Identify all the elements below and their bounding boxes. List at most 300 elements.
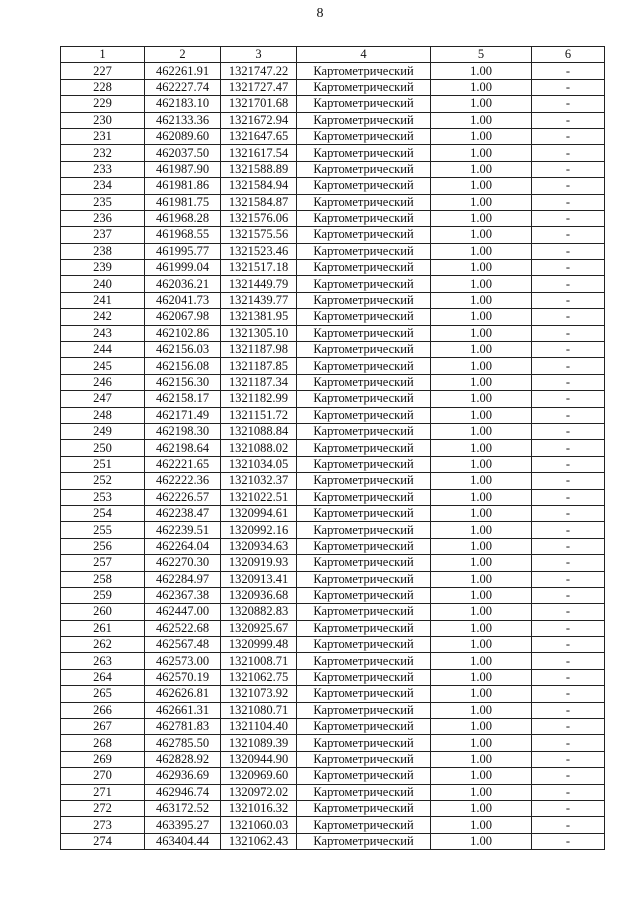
y-coordinate-cell: 1321584.94 bbox=[221, 178, 297, 194]
column-header: 4 bbox=[297, 47, 431, 63]
accuracy-cell: 1.00 bbox=[431, 178, 532, 194]
table-row bbox=[61, 587, 605, 603]
table-row bbox=[61, 735, 605, 751]
coordinates-table bbox=[60, 46, 605, 850]
accuracy-cell: 1.00 bbox=[431, 79, 532, 95]
y-coordinate-cell: 1320944.90 bbox=[221, 751, 297, 767]
note-cell: - bbox=[532, 768, 605, 784]
table-row bbox=[61, 768, 605, 784]
method-cell: Картометрический bbox=[297, 653, 431, 669]
point-number-cell: 238 bbox=[61, 243, 145, 259]
accuracy-cell: 1.00 bbox=[431, 555, 532, 571]
table-row bbox=[61, 292, 605, 308]
point-number-cell: 266 bbox=[61, 702, 145, 718]
x-coordinate-cell: 462171.49 bbox=[145, 407, 221, 423]
y-coordinate-cell: 1321523.46 bbox=[221, 243, 297, 259]
accuracy-cell: 1.00 bbox=[431, 571, 532, 587]
point-number-cell: 252 bbox=[61, 473, 145, 489]
y-coordinate-cell: 1321016.32 bbox=[221, 800, 297, 816]
method-cell: Картометрический bbox=[297, 161, 431, 177]
y-coordinate-cell: 1321062.75 bbox=[221, 669, 297, 685]
y-coordinate-cell: 1321088.84 bbox=[221, 423, 297, 439]
y-coordinate-cell: 1321517.18 bbox=[221, 260, 297, 276]
x-coordinate-cell: 462567.48 bbox=[145, 637, 221, 653]
table-row bbox=[61, 719, 605, 735]
x-coordinate-cell: 462067.98 bbox=[145, 309, 221, 325]
note-cell: - bbox=[532, 735, 605, 751]
method-cell: Картометрический bbox=[297, 751, 431, 767]
x-coordinate-cell: 463395.27 bbox=[145, 817, 221, 833]
note-cell: - bbox=[532, 669, 605, 685]
x-coordinate-cell: 462221.65 bbox=[145, 456, 221, 472]
table-row bbox=[61, 522, 605, 538]
point-number-cell: 247 bbox=[61, 391, 145, 407]
note-cell: - bbox=[532, 128, 605, 144]
method-cell: Картометрический bbox=[297, 440, 431, 456]
accuracy-cell: 1.00 bbox=[431, 161, 532, 177]
method-cell: Картометрический bbox=[297, 800, 431, 816]
y-coordinate-cell: 1321672.94 bbox=[221, 112, 297, 128]
accuracy-cell: 1.00 bbox=[431, 423, 532, 439]
table-row bbox=[61, 276, 605, 292]
y-coordinate-cell: 1321584.87 bbox=[221, 194, 297, 210]
table-row bbox=[61, 751, 605, 767]
method-cell: Картометрический bbox=[297, 342, 431, 358]
table-row bbox=[61, 391, 605, 407]
accuracy-cell: 1.00 bbox=[431, 194, 532, 210]
accuracy-cell: 1.00 bbox=[431, 653, 532, 669]
table-row bbox=[61, 800, 605, 816]
table-row bbox=[61, 784, 605, 800]
y-coordinate-cell: 1321439.77 bbox=[221, 292, 297, 308]
method-cell: Картометрический bbox=[297, 587, 431, 603]
point-number-cell: 269 bbox=[61, 751, 145, 767]
column-header: 3 bbox=[221, 47, 297, 63]
y-coordinate-cell: 1321032.37 bbox=[221, 473, 297, 489]
accuracy-cell: 1.00 bbox=[431, 358, 532, 374]
method-cell: Картометрический bbox=[297, 456, 431, 472]
y-coordinate-cell: 1320934.63 bbox=[221, 538, 297, 554]
table-row bbox=[61, 604, 605, 620]
note-cell: - bbox=[532, 620, 605, 636]
x-coordinate-cell: 462264.04 bbox=[145, 538, 221, 554]
x-coordinate-cell: 462222.36 bbox=[145, 473, 221, 489]
point-number-cell: 242 bbox=[61, 309, 145, 325]
y-coordinate-cell: 1321647.65 bbox=[221, 128, 297, 144]
y-coordinate-cell: 1321104.40 bbox=[221, 719, 297, 735]
table-header bbox=[61, 47, 605, 63]
accuracy-cell: 1.00 bbox=[431, 407, 532, 423]
method-cell: Картометрический bbox=[297, 178, 431, 194]
y-coordinate-cell: 1321381.95 bbox=[221, 309, 297, 325]
method-cell: Картометрический bbox=[297, 112, 431, 128]
x-coordinate-cell: 462158.17 bbox=[145, 391, 221, 407]
point-number-cell: 230 bbox=[61, 112, 145, 128]
y-coordinate-cell: 1320913.41 bbox=[221, 571, 297, 587]
note-cell: - bbox=[532, 817, 605, 833]
accuracy-cell: 1.00 bbox=[431, 292, 532, 308]
y-coordinate-cell: 1321062.43 bbox=[221, 833, 297, 849]
point-number-cell: 235 bbox=[61, 194, 145, 210]
method-cell: Картометрический bbox=[297, 309, 431, 325]
note-cell: - bbox=[532, 79, 605, 95]
table-row bbox=[61, 833, 605, 849]
method-cell: Картометрический bbox=[297, 719, 431, 735]
note-cell: - bbox=[532, 325, 605, 341]
y-coordinate-cell: 1321182.99 bbox=[221, 391, 297, 407]
column-header: 1 bbox=[61, 47, 145, 63]
table-row bbox=[61, 489, 605, 505]
x-coordinate-cell: 462198.64 bbox=[145, 440, 221, 456]
note-cell: - bbox=[532, 210, 605, 226]
table-row bbox=[61, 473, 605, 489]
note-cell: - bbox=[532, 702, 605, 718]
note-cell: - bbox=[532, 112, 605, 128]
x-coordinate-cell: 462036.21 bbox=[145, 276, 221, 292]
method-cell: Картометрический bbox=[297, 620, 431, 636]
x-coordinate-cell: 462946.74 bbox=[145, 784, 221, 800]
x-coordinate-cell: 461999.04 bbox=[145, 260, 221, 276]
note-cell: - bbox=[532, 686, 605, 702]
accuracy-cell: 1.00 bbox=[431, 489, 532, 505]
point-number-cell: 241 bbox=[61, 292, 145, 308]
method-cell: Картометрический bbox=[297, 227, 431, 243]
accuracy-cell: 1.00 bbox=[431, 817, 532, 833]
note-cell: - bbox=[532, 719, 605, 735]
y-coordinate-cell: 1321449.79 bbox=[221, 276, 297, 292]
accuracy-cell: 1.00 bbox=[431, 686, 532, 702]
method-cell: Картометрический bbox=[297, 358, 431, 374]
note-cell: - bbox=[532, 751, 605, 767]
x-coordinate-cell: 463404.44 bbox=[145, 833, 221, 849]
x-coordinate-cell: 462156.08 bbox=[145, 358, 221, 374]
note-cell: - bbox=[532, 571, 605, 587]
note-cell: - bbox=[532, 505, 605, 521]
table-row bbox=[61, 538, 605, 554]
accuracy-cell: 1.00 bbox=[431, 456, 532, 472]
method-cell: Картометрический bbox=[297, 79, 431, 95]
point-number-cell: 271 bbox=[61, 784, 145, 800]
x-coordinate-cell: 462367.38 bbox=[145, 587, 221, 603]
y-coordinate-cell: 1321022.51 bbox=[221, 489, 297, 505]
y-coordinate-cell: 1321060.03 bbox=[221, 817, 297, 833]
note-cell: - bbox=[532, 587, 605, 603]
point-number-cell: 253 bbox=[61, 489, 145, 505]
note-cell: - bbox=[532, 145, 605, 161]
table-row bbox=[61, 145, 605, 161]
method-cell: Картометрический bbox=[297, 604, 431, 620]
x-coordinate-cell: 462238.47 bbox=[145, 505, 221, 521]
point-number-cell: 228 bbox=[61, 79, 145, 95]
x-coordinate-cell: 462781.83 bbox=[145, 719, 221, 735]
x-coordinate-cell: 462156.30 bbox=[145, 374, 221, 390]
accuracy-cell: 1.00 bbox=[431, 768, 532, 784]
x-coordinate-cell: 462522.68 bbox=[145, 620, 221, 636]
point-number-cell: 256 bbox=[61, 538, 145, 554]
x-coordinate-cell: 462041.73 bbox=[145, 292, 221, 308]
y-coordinate-cell: 1320994.61 bbox=[221, 505, 297, 521]
accuracy-cell: 1.00 bbox=[431, 604, 532, 620]
accuracy-cell: 1.00 bbox=[431, 473, 532, 489]
method-cell: Картометрический bbox=[297, 473, 431, 489]
method-cell: Картометрический bbox=[297, 669, 431, 685]
method-cell: Картометрический bbox=[297, 817, 431, 833]
method-cell: Картометрический bbox=[297, 276, 431, 292]
x-coordinate-cell: 461981.86 bbox=[145, 178, 221, 194]
x-coordinate-cell: 462570.19 bbox=[145, 669, 221, 685]
y-coordinate-cell: 1320919.93 bbox=[221, 555, 297, 571]
point-number-cell: 254 bbox=[61, 505, 145, 521]
method-cell: Картометрический bbox=[297, 374, 431, 390]
note-cell: - bbox=[532, 456, 605, 472]
table-row bbox=[61, 227, 605, 243]
table-row bbox=[61, 702, 605, 718]
note-cell: - bbox=[532, 161, 605, 177]
table-row bbox=[61, 128, 605, 144]
note-cell: - bbox=[532, 178, 605, 194]
point-number-cell: 234 bbox=[61, 178, 145, 194]
point-number-cell: 244 bbox=[61, 342, 145, 358]
accuracy-cell: 1.00 bbox=[431, 522, 532, 538]
table-row bbox=[61, 620, 605, 636]
method-cell: Картометрический bbox=[297, 702, 431, 718]
y-coordinate-cell: 1321305.10 bbox=[221, 325, 297, 341]
table-row bbox=[61, 669, 605, 685]
point-number-cell: 233 bbox=[61, 161, 145, 177]
y-coordinate-cell: 1320925.67 bbox=[221, 620, 297, 636]
x-coordinate-cell: 462198.30 bbox=[145, 423, 221, 439]
table-row bbox=[61, 440, 605, 456]
note-cell: - bbox=[532, 391, 605, 407]
accuracy-cell: 1.00 bbox=[431, 587, 532, 603]
x-coordinate-cell: 462785.50 bbox=[145, 735, 221, 751]
method-cell: Картометрический bbox=[297, 784, 431, 800]
method-cell: Картометрический bbox=[297, 555, 431, 571]
point-number-cell: 258 bbox=[61, 571, 145, 587]
point-number-cell: 267 bbox=[61, 719, 145, 735]
point-number-cell: 239 bbox=[61, 260, 145, 276]
table-row bbox=[61, 63, 605, 79]
table-row bbox=[61, 243, 605, 259]
accuracy-cell: 1.00 bbox=[431, 325, 532, 341]
point-number-cell: 260 bbox=[61, 604, 145, 620]
accuracy-cell: 1.00 bbox=[431, 702, 532, 718]
x-coordinate-cell: 461981.75 bbox=[145, 194, 221, 210]
accuracy-cell: 1.00 bbox=[431, 145, 532, 161]
method-cell: Картометрический bbox=[297, 128, 431, 144]
table-row bbox=[61, 309, 605, 325]
point-number-cell: 257 bbox=[61, 555, 145, 571]
x-coordinate-cell: 462284.97 bbox=[145, 571, 221, 587]
x-coordinate-cell: 462183.10 bbox=[145, 96, 221, 112]
method-cell: Картометрический bbox=[297, 260, 431, 276]
note-cell: - bbox=[532, 833, 605, 849]
accuracy-cell: 1.00 bbox=[431, 800, 532, 816]
table-row bbox=[61, 260, 605, 276]
point-number-cell: 270 bbox=[61, 768, 145, 784]
point-number-cell: 237 bbox=[61, 227, 145, 243]
accuracy-cell: 1.00 bbox=[431, 309, 532, 325]
note-cell: - bbox=[532, 358, 605, 374]
y-coordinate-cell: 1320969.60 bbox=[221, 768, 297, 784]
y-coordinate-cell: 1321088.02 bbox=[221, 440, 297, 456]
method-cell: Картометрический bbox=[297, 686, 431, 702]
method-cell: Картометрический bbox=[297, 63, 431, 79]
note-cell: - bbox=[532, 440, 605, 456]
point-number-cell: 272 bbox=[61, 800, 145, 816]
method-cell: Картометрический bbox=[297, 571, 431, 587]
table-row bbox=[61, 637, 605, 653]
y-coordinate-cell: 1321617.54 bbox=[221, 145, 297, 161]
x-coordinate-cell: 462227.74 bbox=[145, 79, 221, 95]
table-row bbox=[61, 456, 605, 472]
y-coordinate-cell: 1321588.89 bbox=[221, 161, 297, 177]
point-number-cell: 227 bbox=[61, 63, 145, 79]
accuracy-cell: 1.00 bbox=[431, 374, 532, 390]
x-coordinate-cell: 462239.51 bbox=[145, 522, 221, 538]
accuracy-cell: 1.00 bbox=[431, 260, 532, 276]
y-coordinate-cell: 1320999.48 bbox=[221, 637, 297, 653]
method-cell: Картометрический bbox=[297, 96, 431, 112]
point-number-cell: 243 bbox=[61, 325, 145, 341]
x-coordinate-cell: 462261.91 bbox=[145, 63, 221, 79]
table-row bbox=[61, 79, 605, 95]
method-cell: Картометрический bbox=[297, 391, 431, 407]
y-coordinate-cell: 1320936.68 bbox=[221, 587, 297, 603]
note-cell: - bbox=[532, 784, 605, 800]
y-coordinate-cell: 1321701.68 bbox=[221, 96, 297, 112]
column-header: 5 bbox=[431, 47, 532, 63]
y-coordinate-cell: 1320972.02 bbox=[221, 784, 297, 800]
accuracy-cell: 1.00 bbox=[431, 210, 532, 226]
point-number-cell: 265 bbox=[61, 686, 145, 702]
table-row bbox=[61, 374, 605, 390]
y-coordinate-cell: 1321151.72 bbox=[221, 407, 297, 423]
point-number-cell: 246 bbox=[61, 374, 145, 390]
accuracy-cell: 1.00 bbox=[431, 227, 532, 243]
y-coordinate-cell: 1321073.92 bbox=[221, 686, 297, 702]
point-number-cell: 245 bbox=[61, 358, 145, 374]
x-coordinate-cell: 462226.57 bbox=[145, 489, 221, 505]
point-number-cell: 249 bbox=[61, 423, 145, 439]
accuracy-cell: 1.00 bbox=[431, 719, 532, 735]
table-row bbox=[61, 358, 605, 374]
accuracy-cell: 1.00 bbox=[431, 391, 532, 407]
page-number: 8 bbox=[316, 6, 324, 21]
y-coordinate-cell: 1321187.34 bbox=[221, 374, 297, 390]
column-header: 2 bbox=[145, 47, 221, 63]
accuracy-cell: 1.00 bbox=[431, 63, 532, 79]
method-cell: Картометрический bbox=[297, 210, 431, 226]
note-cell: - bbox=[532, 538, 605, 554]
point-number-cell: 229 bbox=[61, 96, 145, 112]
x-coordinate-cell: 462037.50 bbox=[145, 145, 221, 161]
y-coordinate-cell: 1320882.83 bbox=[221, 604, 297, 620]
x-coordinate-cell: 462102.86 bbox=[145, 325, 221, 341]
point-number-cell: 255 bbox=[61, 522, 145, 538]
point-number-cell: 232 bbox=[61, 145, 145, 161]
x-coordinate-cell: 461968.55 bbox=[145, 227, 221, 243]
point-number-cell: 274 bbox=[61, 833, 145, 849]
method-cell: Картометрический bbox=[297, 194, 431, 210]
point-number-cell: 240 bbox=[61, 276, 145, 292]
point-number-cell: 273 bbox=[61, 817, 145, 833]
method-cell: Картометрический bbox=[297, 833, 431, 849]
table-row bbox=[61, 653, 605, 669]
method-cell: Картометрический bbox=[297, 292, 431, 308]
point-number-cell: 250 bbox=[61, 440, 145, 456]
note-cell: - bbox=[532, 473, 605, 489]
x-coordinate-cell: 462089.60 bbox=[145, 128, 221, 144]
y-coordinate-cell: 1321575.56 bbox=[221, 227, 297, 243]
note-cell: - bbox=[532, 489, 605, 505]
x-coordinate-cell: 461968.28 bbox=[145, 210, 221, 226]
table-body bbox=[61, 63, 605, 850]
column-header: 6 bbox=[532, 47, 605, 63]
table-row bbox=[61, 161, 605, 177]
accuracy-cell: 1.00 bbox=[431, 735, 532, 751]
table-row bbox=[61, 194, 605, 210]
accuracy-cell: 1.00 bbox=[431, 505, 532, 521]
accuracy-cell: 1.00 bbox=[431, 342, 532, 358]
header-row bbox=[61, 47, 605, 63]
point-number-cell: 236 bbox=[61, 210, 145, 226]
point-number-cell: 251 bbox=[61, 456, 145, 472]
y-coordinate-cell: 1321747.22 bbox=[221, 63, 297, 79]
table-row bbox=[61, 555, 605, 571]
note-cell: - bbox=[532, 227, 605, 243]
x-coordinate-cell: 462270.30 bbox=[145, 555, 221, 571]
y-coordinate-cell: 1320992.16 bbox=[221, 522, 297, 538]
table-row bbox=[61, 407, 605, 423]
note-cell: - bbox=[532, 342, 605, 358]
x-coordinate-cell: 461995.77 bbox=[145, 243, 221, 259]
method-cell: Картометрический bbox=[297, 522, 431, 538]
table-row bbox=[61, 210, 605, 226]
method-cell: Картометрический bbox=[297, 407, 431, 423]
y-coordinate-cell: 1321187.85 bbox=[221, 358, 297, 374]
y-coordinate-cell: 1321080.71 bbox=[221, 702, 297, 718]
note-cell: - bbox=[532, 96, 605, 112]
note-cell: - bbox=[532, 522, 605, 538]
x-coordinate-cell: 463172.52 bbox=[145, 800, 221, 816]
y-coordinate-cell: 1321008.71 bbox=[221, 653, 297, 669]
table-row bbox=[61, 686, 605, 702]
y-coordinate-cell: 1321576.06 bbox=[221, 210, 297, 226]
method-cell: Картометрический bbox=[297, 325, 431, 341]
method-cell: Картометрический bbox=[297, 145, 431, 161]
point-number-cell: 268 bbox=[61, 735, 145, 751]
x-coordinate-cell: 462156.03 bbox=[145, 342, 221, 358]
accuracy-cell: 1.00 bbox=[431, 96, 532, 112]
note-cell: - bbox=[532, 292, 605, 308]
accuracy-cell: 1.00 bbox=[431, 538, 532, 554]
note-cell: - bbox=[532, 276, 605, 292]
note-cell: - bbox=[532, 260, 605, 276]
table-row bbox=[61, 817, 605, 833]
accuracy-cell: 1.00 bbox=[431, 620, 532, 636]
y-coordinate-cell: 1321089.39 bbox=[221, 735, 297, 751]
y-coordinate-cell: 1321034.05 bbox=[221, 456, 297, 472]
note-cell: - bbox=[532, 604, 605, 620]
method-cell: Картометрический bbox=[297, 243, 431, 259]
point-number-cell: 262 bbox=[61, 637, 145, 653]
method-cell: Картометрический bbox=[297, 489, 431, 505]
accuracy-cell: 1.00 bbox=[431, 112, 532, 128]
note-cell: - bbox=[532, 309, 605, 325]
table-row bbox=[61, 325, 605, 341]
table-row bbox=[61, 423, 605, 439]
